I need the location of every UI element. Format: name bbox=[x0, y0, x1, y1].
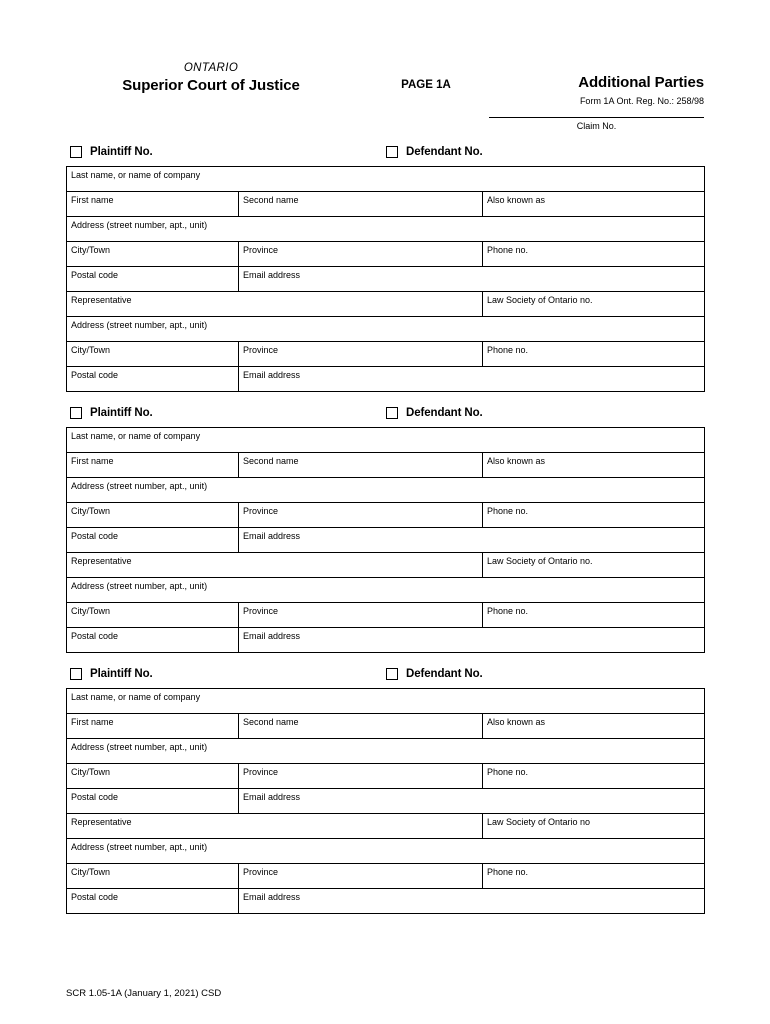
table-row bbox=[67, 628, 705, 653]
first-name-field[interactable]: First name bbox=[67, 192, 239, 217]
table-row bbox=[67, 367, 705, 392]
email-address-field[interactable]: Email address bbox=[239, 528, 705, 553]
form-registration-number: Form 1A Ont. Reg. No.: 258/98 bbox=[579, 96, 704, 106]
party-fields-table-1 bbox=[66, 166, 705, 392]
table-row bbox=[67, 603, 705, 628]
address-field[interactable]: Address (street number, apt., unit) bbox=[67, 739, 705, 764]
form-title: Additional Parties bbox=[578, 74, 704, 91]
table-row bbox=[67, 689, 705, 714]
defendant-checkbox-icon[interactable] bbox=[386, 668, 398, 680]
second-name-field[interactable]: Second name bbox=[239, 192, 483, 217]
party-type-selector-1 bbox=[66, 145, 704, 166]
table-row bbox=[67, 478, 705, 503]
party-type-selector-3 bbox=[66, 667, 704, 688]
page-label: PAGE 1A bbox=[401, 79, 451, 91]
rep-postal-code-field[interactable]: Postal code bbox=[67, 889, 239, 914]
first-name-field[interactable]: First name bbox=[67, 714, 239, 739]
defendant-label: Defendant No. bbox=[406, 668, 483, 680]
phone-no-field[interactable]: Phone no. bbox=[483, 764, 705, 789]
table-row bbox=[67, 317, 705, 342]
rep-address-field[interactable]: Address (street number, apt., unit) bbox=[67, 578, 705, 603]
rep-phone-no-field[interactable]: Phone no. bbox=[483, 864, 705, 889]
rep-city-town-field[interactable]: City/Town bbox=[67, 342, 239, 367]
province-field[interactable]: Province bbox=[239, 503, 483, 528]
province-field[interactable]: Province bbox=[239, 764, 483, 789]
party-fields-table-3 bbox=[66, 688, 705, 914]
representative-field[interactable]: Representative bbox=[67, 814, 483, 839]
postal-code-field[interactable]: Postal code bbox=[67, 528, 239, 553]
second-name-field[interactable]: Second name bbox=[239, 714, 483, 739]
plaintiff-checkbox-group-1[interactable] bbox=[70, 146, 153, 158]
table-row bbox=[67, 789, 705, 814]
table-row bbox=[67, 503, 705, 528]
plaintiff-label: Plaintiff No. bbox=[90, 668, 153, 680]
rep-province-field[interactable]: Province bbox=[239, 342, 483, 367]
table-row bbox=[67, 453, 705, 478]
rep-email-address-field[interactable]: Email address bbox=[239, 367, 705, 392]
representative-field[interactable]: Representative bbox=[67, 553, 483, 578]
rep-province-field[interactable]: Province bbox=[239, 603, 483, 628]
rep-address-field[interactable]: Address (street number, apt., unit) bbox=[67, 839, 705, 864]
plaintiff-checkbox-group-2[interactable] bbox=[70, 407, 153, 419]
phone-no-field[interactable]: Phone no. bbox=[483, 503, 705, 528]
defendant-checkbox-icon[interactable] bbox=[386, 407, 398, 419]
plaintiff-checkbox-icon[interactable] bbox=[70, 146, 82, 158]
rep-city-town-field[interactable]: City/Town bbox=[67, 864, 239, 889]
form-footer: SCR 1.05-1A (January 1, 2021) CSD bbox=[66, 988, 222, 999]
court-identification bbox=[66, 62, 356, 95]
city-town-field[interactable]: City/Town bbox=[67, 503, 239, 528]
city-town-field[interactable]: City/Town bbox=[67, 242, 239, 267]
table-row bbox=[67, 764, 705, 789]
second-name-field[interactable]: Second name bbox=[239, 453, 483, 478]
table-row bbox=[67, 292, 705, 317]
city-town-field[interactable]: City/Town bbox=[67, 764, 239, 789]
rep-phone-no-field[interactable]: Phone no. bbox=[483, 603, 705, 628]
last-name-field[interactable]: Last name, or name of company bbox=[67, 428, 705, 453]
court-name: Superior Court of Justice bbox=[122, 77, 300, 94]
table-row bbox=[67, 814, 705, 839]
plaintiff-checkbox-icon[interactable] bbox=[70, 407, 82, 419]
rep-address-field[interactable]: Address (street number, apt., unit) bbox=[67, 317, 705, 342]
rep-postal-code-field[interactable]: Postal code bbox=[67, 628, 239, 653]
phone-no-field[interactable]: Phone no. bbox=[483, 242, 705, 267]
table-row bbox=[67, 428, 705, 453]
first-name-field[interactable]: First name bbox=[67, 453, 239, 478]
table-row bbox=[67, 839, 705, 864]
table-row bbox=[67, 578, 705, 603]
table-row bbox=[67, 553, 705, 578]
plaintiff-checkbox-icon[interactable] bbox=[70, 668, 82, 680]
party-fields-table-2 bbox=[66, 427, 705, 653]
party-block-3 bbox=[66, 667, 704, 914]
table-row bbox=[67, 864, 705, 889]
address-field[interactable]: Address (street number, apt., unit) bbox=[67, 217, 705, 242]
postal-code-field[interactable]: Postal code bbox=[67, 267, 239, 292]
email-address-field[interactable]: Email address bbox=[239, 267, 705, 292]
plaintiff-label: Plaintiff No. bbox=[90, 146, 153, 158]
defendant-checkbox-group-1[interactable] bbox=[386, 146, 483, 158]
rep-email-address-field[interactable]: Email address bbox=[239, 889, 705, 914]
table-row bbox=[67, 167, 705, 192]
province-field[interactable]: Province bbox=[239, 242, 483, 267]
party-block-2 bbox=[66, 406, 704, 653]
form-header bbox=[66, 62, 704, 142]
address-field[interactable]: Address (street number, apt., unit) bbox=[67, 478, 705, 503]
table-row bbox=[67, 889, 705, 914]
also-known-as-field[interactable]: Also known as bbox=[483, 714, 705, 739]
also-known-as-field[interactable]: Also known as bbox=[483, 192, 705, 217]
table-row bbox=[67, 739, 705, 764]
also-known-as-field[interactable]: Also known as bbox=[483, 453, 705, 478]
defendant-checkbox-icon[interactable] bbox=[386, 146, 398, 158]
defendant-checkbox-group-3[interactable] bbox=[386, 668, 483, 680]
claim-no-field bbox=[489, 117, 704, 132]
form-title-group bbox=[454, 74, 704, 107]
table-row bbox=[67, 192, 705, 217]
law-society-no-field[interactable]: Law Society of Ontario no bbox=[483, 814, 705, 839]
table-row bbox=[67, 714, 705, 739]
defendant-label: Defendant No. bbox=[406, 146, 483, 158]
table-row bbox=[67, 267, 705, 292]
table-row bbox=[67, 242, 705, 267]
rep-phone-no-field[interactable]: Phone no. bbox=[483, 342, 705, 367]
claim-no-label: Claim No. bbox=[576, 121, 617, 131]
law-society-no-field[interactable]: Law Society of Ontario no. bbox=[483, 553, 705, 578]
rep-email-address-field[interactable]: Email address bbox=[239, 628, 705, 653]
table-row bbox=[67, 217, 705, 242]
table-row bbox=[67, 528, 705, 553]
defendant-label: Defendant No. bbox=[406, 407, 483, 419]
rep-province-field[interactable]: Province bbox=[239, 864, 483, 889]
last-name-field[interactable]: Last name, or name of company bbox=[67, 167, 705, 192]
postal-code-field[interactable]: Postal code bbox=[67, 789, 239, 814]
party-type-selector-2 bbox=[66, 406, 704, 427]
plaintiff-label: Plaintiff No. bbox=[90, 407, 153, 419]
law-society-no-field[interactable]: Law Society of Ontario no. bbox=[483, 292, 705, 317]
jurisdiction-label: ONTARIO bbox=[183, 62, 239, 74]
defendant-checkbox-group-2[interactable] bbox=[386, 407, 483, 419]
last-name-field[interactable]: Last name, or name of company bbox=[67, 689, 705, 714]
table-row bbox=[67, 342, 705, 367]
plaintiff-checkbox-group-3[interactable] bbox=[70, 668, 153, 680]
party-block-1 bbox=[66, 145, 704, 392]
email-address-field[interactable]: Email address bbox=[239, 789, 705, 814]
rep-postal-code-field[interactable]: Postal code bbox=[67, 367, 239, 392]
rep-city-town-field[interactable]: City/Town bbox=[67, 603, 239, 628]
representative-field[interactable]: Representative bbox=[67, 292, 483, 317]
